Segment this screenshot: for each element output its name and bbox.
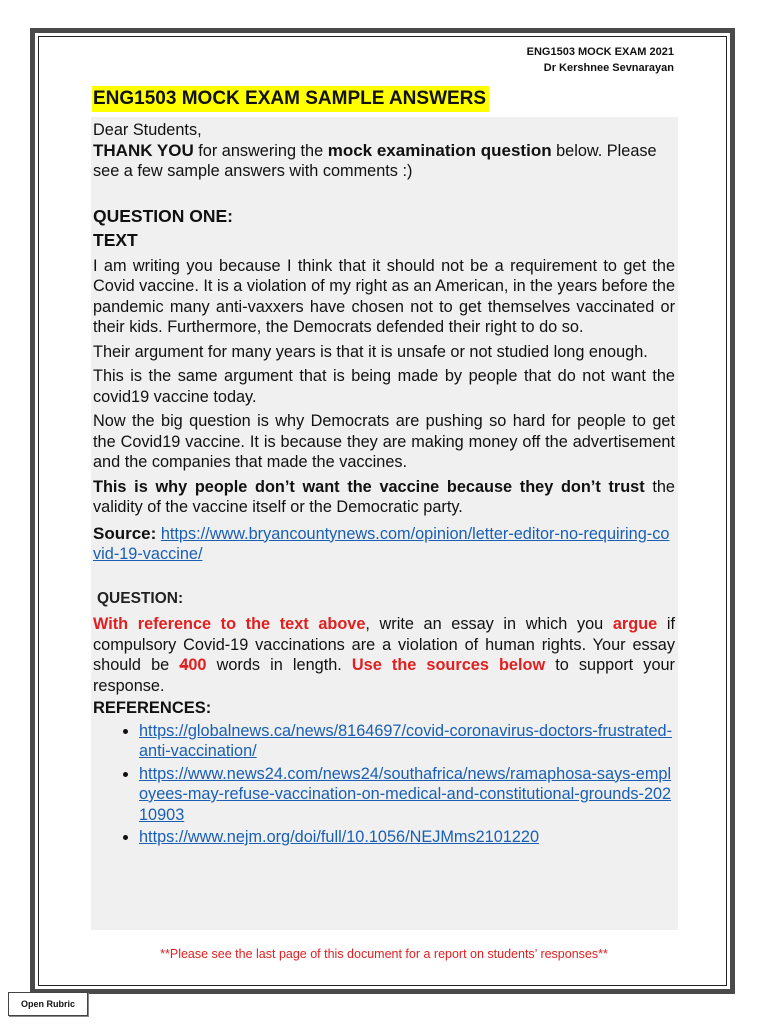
question-one-heading: QUESTION ONE: (93, 205, 234, 226)
word-count: 00 (188, 656, 207, 674)
thank-you-text: THANK YOU (93, 140, 194, 160)
header-author: Dr Kershnee Sevnarayan (543, 62, 674, 74)
page-title: ENG1503 MOCK EXAM SAMPLE ANSWERS (92, 86, 489, 112)
question-heading: QUESTION: (97, 589, 184, 607)
text-heading: TEXT (93, 229, 138, 250)
source-label: Source: (93, 523, 157, 543)
struck-digit: 4 (179, 656, 189, 674)
statement-rest: the validity of the vaccine itself or the Democratic party. (93, 477, 675, 516)
question-red-1: With reference to the text above (93, 615, 366, 633)
source-line (93, 524, 675, 565)
question-text-4: to support your response. (93, 656, 675, 695)
intro-text-1: for answering the (193, 141, 328, 160)
footer-note: **Please see the last page of this document for a report on students’ responses** (160, 947, 608, 961)
question-text-2: if compulsory Covid-19 vaccinations are a violation of human rights. Your essay should be (93, 615, 675, 674)
intro-text-2: below. Please see a few sample answers with comments :) (93, 141, 657, 180)
question-red-2: argue (612, 615, 658, 633)
mock-question-text: mock examination question (327, 140, 552, 160)
text-paragraph-4: Now the big question is why Democrats are pushing so hard for people to get the Covid19 vaccine. It is because they are making money off the advertisement and the companies that made the vaccines. (93, 412, 675, 471)
reference-item (139, 827, 675, 848)
text-paragraph-5 (93, 477, 675, 518)
reference-item (139, 721, 675, 762)
intro-paragraph (93, 141, 675, 182)
question-text-3: words in length. (206, 656, 352, 674)
question-red-3: Use the sources below (351, 656, 546, 674)
text-paragraph-1: I am writing you because I think that it should not be a requirement to get the Covid vaccine. It is a violation of my right as an American, in the years before the pandemic many anti-vaxxers have chosen not to get themselves vaccinated or their kids. Furthermore, the Democrats defended their right to do so. (93, 256, 675, 336)
bold-statement: This is why people don’t want the vaccine because they don’t trust (93, 477, 645, 496)
reference-link-1[interactable]: https://globalnews.ca/news/8164697/covid-coronavirus-doctors-frustrated-anti-vaccination/ (139, 721, 673, 760)
question-body (93, 614, 675, 696)
references-heading: REFERENCES: (93, 699, 212, 717)
references-list (93, 721, 675, 848)
reference-link-3[interactable]: https://www.nejm.org/doi/full/10.1056/NEJMms2101220 (139, 828, 540, 846)
question-text-1: , write an essay in which you (365, 615, 613, 633)
reference-link-2[interactable]: https://www.news24.com/news24/southafrica/news/ramaphosa-says-employees-may-refuse-vaccination-on-medical-and-constitutional-grounds-20210903 (139, 764, 672, 824)
open-rubric-button[interactable]: Open Rubric (8, 992, 88, 1016)
greeting: Dear Students, (93, 121, 202, 139)
reference-item (139, 764, 675, 826)
main-content (93, 120, 675, 850)
text-paragraph-3: This is the same argument that is being made by people that do not want the covid19 vaccine today. (93, 367, 675, 406)
text-paragraph-2: Their argument for many years is that it is unsafe or not studied long enough. (93, 342, 648, 361)
header-course: ENG1503 MOCK EXAM 2021 (526, 46, 674, 58)
document-header (527, 44, 674, 76)
source-link[interactable]: https://www.bryancountynews.com/opinion/letter-editor-no-requiring-covid-19-vaccine/ (93, 524, 670, 563)
